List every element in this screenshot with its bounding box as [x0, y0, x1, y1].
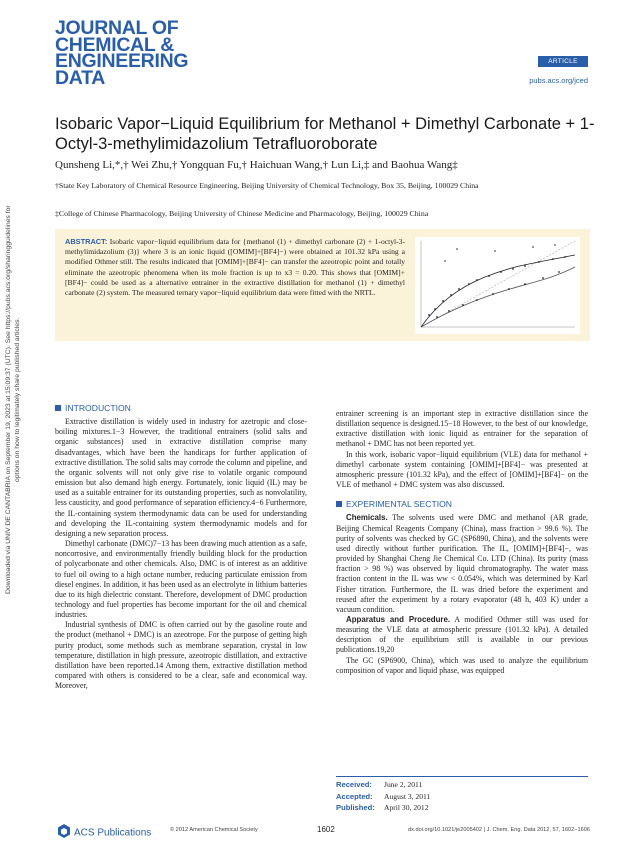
journal-logo	[55, 17, 255, 89]
apparatus-text: A modified Othmer still was used for measuring the VLE data at atmospheric pressure (101.32 kPa). A detailed description of the equilibrium still is available in our previous publications.19,20	[336, 614, 588, 655]
intro-paragraph: Dimethyl carbonate (DMC)7−13 has been drawing much attention as a safe, noncorrosive, and environmentally friendly building block for the production of polycarbonate and other chemicals. Also, DMC is of interest as an additive to fuel oil owing to a high octane number, reducing particulate emission from diesel engines. In addition, it has been used as an electrolyte in lithium batteries due to its high dielectric constant. Therefore, development of DMC production technology and fuel properties has become important for the oil and chemical industries.	[55, 539, 307, 620]
author-list: Qunsheng Li,*,† Wei Zhu,† Yongquan Fu,† Haichuan Wang,† Lun Li,‡ and Baohua Wang‡	[55, 159, 458, 171]
experimental-heading	[336, 499, 588, 509]
journal-logo-line: ENGINEERING	[55, 50, 189, 72]
doi-citation[interactable]: dx.doi.org/10.1021/je2005402 | J. Chem. Eng. Data 2012, 57, 1602−1606	[408, 827, 590, 833]
affiliation-2: ‡College of Chinese Pharmacology, Beijing University of Chinese Medicine and Pharmacology, Beijing, 100029 China	[55, 209, 429, 218]
intro-continuation: entrainer screening is an important step in extractive distillation since the distillation sequence is designed.15−18 However, to the best of our knowledge, extractive distillation with ionic liquid as entrainer for the separation of methanol + DMC has not been reported yet.	[336, 409, 588, 449]
date-value: August 3, 2011	[384, 791, 431, 801]
chemicals-text: The solvents used were DMC and methanol (AR grade, Beijing Chemical Reagents Company (China), mass fraction > 99.6 %). The purity of solvents was checked by GC (SP6890, China), and the solvents were used directly without further purification. The IL, [OMIM]+[BF4]−, was provided by Shanghai Cheng Jie Chemical Co. LTD (China). Its purity (mass fraction > 98 %) was observed by liquid chromatography. The water mass fraction content in the IL was ww < 0.054%, which was determined by Karl Fisher titration. Furthermore, the IL was dried before the experiment and reused after the experiment by a rotary evaporator (48 h, 403 K) under a vacuum condition.	[336, 513, 588, 614]
apparatus-label: Apparatus and Procedure.	[346, 614, 451, 624]
date-label: Received:	[336, 780, 372, 789]
intro-paragraph: In this work, isobaric vapor−liquid equilibrium (VLE) data for methanol + dimethyl carbonate system containing [OMIM]+[BF4]− was presented at atmospheric pressure (101.32 kPa), and the effect of [OMIM]+[BF4]− on the VLE of methanol + DMC system was also discussed.	[336, 449, 588, 490]
section-square-icon	[55, 405, 61, 411]
article-title: Isobaric Vapor−Liquid Equilibrium for Methanol + Dimethyl Carbonate + 1-Octyl-3-methylimidazolium Tetrafluoroborate	[55, 115, 595, 153]
download-note: Downloaded via UNIV DE CANTABRIA on September 19, 2023 at 15:09:37 (UTC). See https://pubs.acs.org/sharingguidelines for options on how to legitimately share published articles.	[5, 205, 21, 595]
experimental-heading-text: EXPERIMENTAL SECTION	[346, 499, 453, 510]
date-value: April 30, 2012	[384, 803, 429, 812]
acs-publications-logo	[55, 822, 160, 842]
abstract-label: ABSTRACT:	[65, 237, 108, 246]
introduction-heading	[55, 403, 307, 413]
date-label: Published:	[336, 803, 375, 812]
copyright: © 2012 American Chemical Society	[170, 827, 258, 833]
date-value: June 2, 2011	[384, 780, 423, 789]
chemicals-label: Chemicals.	[346, 513, 388, 523]
publisher-name: ACS Publications	[74, 827, 152, 839]
article-type-badge: ARTICLE	[538, 56, 588, 67]
article-dates	[336, 776, 588, 814]
left-column	[55, 403, 307, 691]
date-row	[336, 802, 588, 814]
intro-paragraph: Industrial synthesis of DMC is often carried out by the gasoline route and the product (methanol + DMC) is an azeotrope. For the purpose of getting high purity product, some methods such as membrane separation, crystal in low temperature, distillation in high pressure, azeotropic distillation, and extractive distillation have been reported.14 Among them, extractive distillation method compared with others is considered to be a clear, safe and economical way. Moreover,	[55, 620, 307, 691]
right-column	[336, 409, 588, 676]
affiliation-1: †State Key Laboratory of Chemical Resource Engineering, Beijing University of Chemical Technology, Box 35, Beijing, 100029 China	[55, 181, 479, 190]
toc-graphic-bg	[415, 237, 580, 334]
page-number: 1602	[317, 825, 335, 834]
journal-logo-line: DATA	[55, 66, 106, 89]
apparatus-paragraph	[336, 615, 588, 656]
journal-logo-line: CHEMICAL &	[55, 33, 175, 56]
date-row	[336, 779, 588, 791]
journal-logo-line: JOURNAL OF	[55, 17, 179, 39]
abstract-text	[65, 237, 405, 298]
date-row	[336, 791, 588, 803]
chemicals-paragraph	[336, 513, 588, 615]
introduction-heading-text: INTRODUCTION	[65, 403, 131, 413]
date-label: Accepted:	[336, 791, 373, 801]
toc-graphic	[415, 237, 580, 334]
abstract-box	[55, 229, 590, 341]
abstract-body: Isobaric vapor−liquid equilibrium data for {methanol (1) + dimethyl carbonate (2) + 1-octyl-3-methylimidazolium (3)} where 3 is an ionic liquid ([OMIM]+[BF4]−) were obtained at 101.32 kPa using a modified Othmer still. The results indicated that [OMIM]+[BF4]− can transfer the azeotropic point and totally eliminate the azeotropic phenomena when its mole fraction is up to x3 = 0.20. This shows that [OMIM]+[BF4]− could be used as a alternative entrainer in the extractive distillation for methanol (1) + dimethyl carbonate (2) system. The measured ternary vapor−liquid equilibrium data were fitted with the NRTL.	[65, 237, 406, 298]
section-square-icon	[336, 501, 342, 507]
gc-paragraph: The GC (SP6900, China), which was used to analyze the equilibrium composition of vapor and liquid phase, was equipped	[336, 655, 588, 675]
acs-hexagon-icon	[58, 824, 70, 838]
intro-paragraph: Extractive distillation is widely used in industry for azetropic and close-boiling mixtures.1−3 However, the traditional entrainers (solid salts and organic substances) used in extractive distillation comprise many disadvantages, which have been the handicaps for further application of extractive distillation. The solid salts may corrode the column and pipeline, and the organic solvents will not only give rise to volatile organic compound emission but also demand high energy. Fortunately, ionic liquid (IL) may be used as a suitable entrainer for its outstanding properties, such as nonvolatility, less causticity, and good performance of separation efficiency.4−6 Furthermore, the IL-containing system thermodynamic data can be used for understanding and developing the IL-containing system thermodynamic models and for designing a new separation process.	[55, 417, 307, 538]
page-footer	[55, 822, 590, 842]
journal-url-link[interactable]: pubs.acs.org/jced	[529, 76, 588, 85]
